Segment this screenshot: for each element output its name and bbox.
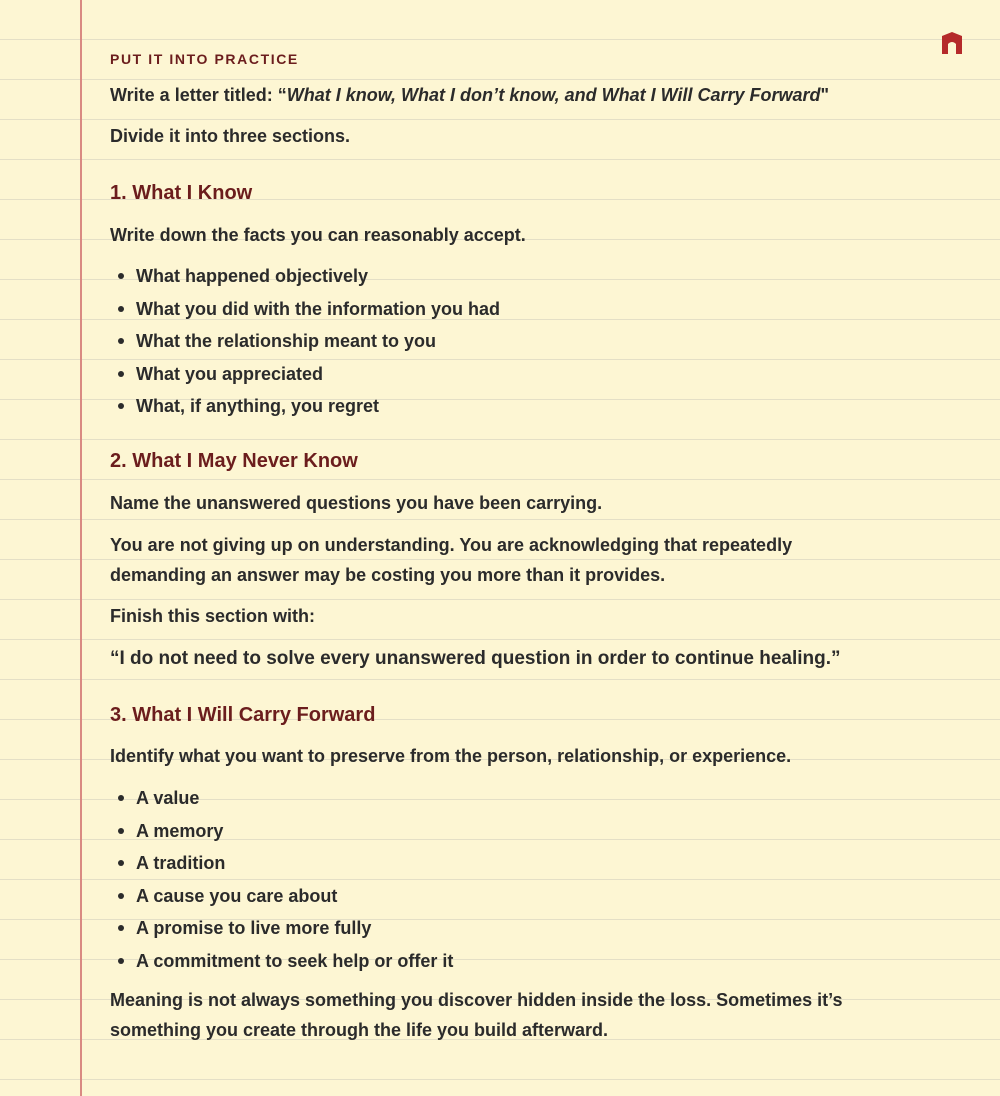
section-heading-carry-forward: 3. What I Will Carry Forward: [110, 704, 376, 726]
letter-instruction-suffix: ": [820, 85, 830, 105]
letter-instruction: [110, 80, 829, 110]
carry-forward-list: [110, 786, 453, 981]
healing-quote: “I do not need to solve every unanswered question in order to continue healing.”: [110, 648, 841, 669]
list-item: A commitment to seek help or offer it: [136, 949, 453, 982]
section-heading-know: 1. What I Know: [110, 182, 253, 204]
never-know-paragraph-line-2: demanding an answer may be costing you more than it provides.: [110, 565, 666, 585]
section-never-know-text: Name the unanswered questions you have been carrying.: [110, 493, 603, 513]
list-item: A cause you care about: [136, 884, 453, 917]
list-item: A value: [136, 786, 453, 819]
list-item: A tradition: [136, 851, 453, 884]
never-know-paragraph-line-1: You are not giving up on understanding. You are acknowledging that repeatedly: [110, 535, 793, 555]
section-heading-never-know: 2. What I May Never Know: [110, 450, 358, 472]
closing-line-1: Meaning is not always something you discover hidden inside the loss. Sometimes it’s: [110, 990, 843, 1010]
finish-instruction: Finish this section with:: [110, 606, 316, 626]
section-eyebrow: PUT IT INTO PRACTICE: [110, 51, 299, 67]
shield-logo-icon[interactable]: [942, 32, 962, 54]
know-list: [110, 264, 500, 427]
section-know-text: Write down the facts you can reasonably accept.: [110, 225, 526, 245]
list-item: What you appreciated: [136, 362, 500, 395]
list-item: What the relationship meant to you: [136, 329, 500, 362]
divide-instruction: Divide it into three sections.: [110, 126, 351, 146]
list-item: A memory: [136, 819, 453, 852]
list-item: What you did with the information you had: [136, 297, 500, 330]
closing-line-2: something you create through the life you build afterward.: [110, 1020, 609, 1040]
list-item: What happened objectively: [136, 264, 500, 297]
section-carry-forward-text: Identify what you want to preserve from the person, relationship, or experience.: [110, 746, 792, 766]
page-margin-line: [80, 0, 82, 1096]
letter-title: What I know, What I don’t know, and What I Will Carry Forward: [286, 85, 821, 105]
list-item: A promise to live more fully: [136, 916, 453, 949]
letter-instruction-prefix: Write a letter titled: “: [110, 85, 287, 105]
list-item: What, if anything, you regret: [136, 394, 500, 427]
